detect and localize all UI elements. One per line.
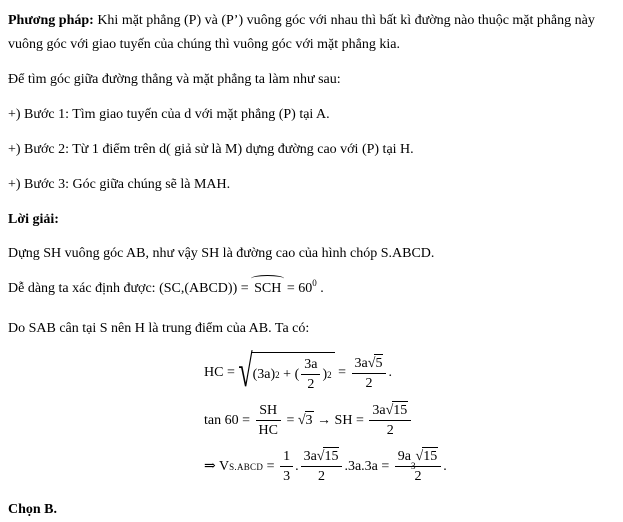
fraction (301, 447, 343, 486)
eq3-period: . (443, 458, 447, 474)
fraction (301, 355, 320, 394)
equation-tan (204, 401, 613, 440)
fraction: 9a 3 √ 15 2 (395, 447, 441, 486)
eq1-res-coef: 3a (354, 355, 368, 371)
eq3-mid: .3a.3a = (344, 458, 393, 474)
eq3-f3-radicand: 15 (423, 449, 438, 464)
angle-lhs: (SC,(ABCD)) = (159, 281, 253, 296)
eq2-equals: = (282, 412, 298, 428)
angle-eq: = 60 (283, 281, 313, 296)
radical-small (298, 411, 314, 430)
eq1-lhs: HC = (204, 365, 239, 380)
eq3-f2-radicand: 15 (324, 449, 339, 464)
eq3-f2-coef: 3a (303, 449, 317, 464)
sqrt-symbol: √ (238, 345, 253, 397)
method-paragraph (8, 9, 613, 57)
method-label: Phương pháp: (8, 13, 94, 28)
eq1-term1: (3a) (252, 366, 276, 382)
eq1-frac-num: 3a (304, 357, 318, 372)
solution-line-3: Do SAB cân tại S nên H là trung điểm của AB. Ta có: (8, 321, 310, 336)
step-2: +) Bước 2: Từ 1 điểm trên d( giả sử là M) dựng đường cao với (P) tại H. (8, 142, 414, 157)
fraction (369, 401, 411, 440)
eq1-res-radicand: 5 (375, 355, 383, 371)
eq2-f2-den: 2 (369, 420, 411, 440)
step-1: +) Bước 1: Tìm giao tuyến của d với mặt phẳng (P) tại A. (8, 107, 330, 122)
eq3-implies: ⇒ V (204, 458, 230, 474)
eq2-f2-coef: 3a (372, 403, 386, 418)
eq3-f2-den: 2 (301, 466, 343, 486)
eq1-close: ) (322, 366, 328, 382)
radical-big: √ (3a) 2 + ( $\frac{3a}{2}$ ) 2 (238, 352, 334, 394)
fraction (256, 401, 281, 440)
radical-small (416, 447, 439, 466)
eq2-lhs: tan 60 = (204, 412, 254, 428)
method-text: Khi mặt phẳng (P) và (P’) vuông góc với nhau thì bất kì đường nào thuộc mặt phẳng này vuông góc với giao tuyến của chúng thì vuông góc với mặt phẳng kia. (8, 13, 595, 52)
intro-paragraph: Để tìm góc giữa đường thẳng và mặt phẳng ta làm như sau: (8, 72, 341, 87)
eq3-dot: . (295, 458, 299, 474)
radical-small (386, 401, 409, 420)
radical-small (368, 354, 384, 373)
angle-degree-sup: 0 (312, 278, 317, 288)
equation-block (204, 345, 613, 486)
eq1-period: . (388, 365, 392, 380)
eq2-arrow: → SH = (313, 412, 368, 428)
equation-volume: ⇒ V S.ABCD = $\frac{1}{3}$ . 3a √ 15 2 .3a.3a = 9a 3 √ 15 2 . (204, 449, 447, 484)
sqrt-symbol: √ (385, 403, 394, 418)
eq2-f2-radicand: 15 (393, 403, 408, 418)
eq2-f1-num: SH (259, 403, 278, 418)
eq1-equals: = (334, 365, 350, 380)
angle-hat: SCH (252, 277, 283, 301)
eq3-f3-coef: 9a (397, 449, 412, 464)
eq1-plus: + ( (279, 366, 300, 382)
solution-angle-line (8, 277, 613, 301)
eq3-f1-den: 3 (280, 466, 293, 486)
solution-line-1: Dựng SH vuông góc AB, như vậy SH là đường cao của hình chóp S.ABCD. (8, 246, 435, 261)
sqrt-symbol: √ (415, 449, 424, 464)
eq3-f3-den: 2 (395, 466, 441, 486)
sqrt-symbol: √ (367, 355, 376, 371)
solution-label: Lời giải: (8, 212, 59, 227)
eq1-frac-den: 2 (301, 374, 320, 394)
step-3: +) Bước 3: Góc giữa chúng sẽ là MAH. (8, 177, 231, 192)
sqrt-symbol: √ (316, 449, 325, 464)
eq1-res-den: 2 (352, 373, 387, 393)
angle-period: . (316, 281, 324, 296)
eq2-f1-den: HC (256, 420, 281, 440)
eq2-radicand: 3 (305, 413, 313, 428)
angle-prefix: Dễ dàng ta xác định được: (8, 281, 160, 296)
equation-hc (204, 345, 613, 397)
sqrt-symbol: √ (297, 413, 306, 428)
fraction (280, 447, 293, 486)
eq3-f1-num: 1 (283, 449, 291, 464)
radical-small (317, 447, 340, 466)
eq3-equals: = (263, 458, 279, 474)
answer-line: Chọn B. (8, 502, 58, 517)
fraction (352, 354, 387, 393)
